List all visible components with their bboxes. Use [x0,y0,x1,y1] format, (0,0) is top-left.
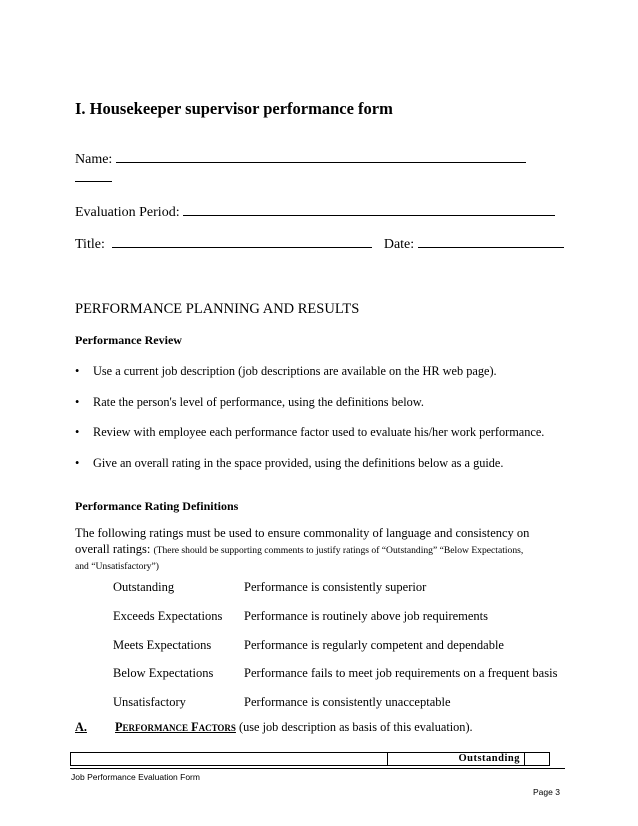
rating-label: Unsatisfactory [113,695,186,709]
title-date-row [75,233,564,253]
name-label: Name: [75,152,113,167]
footer-form-name: Job Performance Evaluation Form [71,772,200,782]
rating-description: Performance is consistently superior [244,580,427,594]
definitions-intro-line-1: The following ratings must be used to ensure commonality of language and consistency on [75,526,530,540]
list-item: • Rate the person's level of performance, using the definitions below. [75,395,424,409]
rating-definitions-heading: Performance Rating Definitions [75,499,239,513]
rating-description: Performance fails to meet job requirements on a frequent basis [244,666,558,680]
name-input-line[interactable] [116,148,526,163]
rating-label: Meets Expectations [113,638,212,652]
planning-heading: PERFORMANCE PLANNING AND RESULTS [75,301,360,317]
bullet-icon: • [75,364,80,378]
name-field-row [75,148,526,168]
footer-page-number: Page 3 [533,787,560,797]
form-title: I. Housekeeper supervisor performance form [75,99,393,118]
list-item: • Give an overall rating in the space provided, using the definitions below as a guide. [75,456,504,470]
list-item: • Use a current job description (job descriptions are available on the HR web page). [75,364,497,378]
evaluation-period-label: Evaluation Period: [75,205,180,220]
table-header-outstanding: Outstanding [387,752,525,766]
rating-description: Performance is consistently unacceptable [244,695,451,709]
title-input-line[interactable] [112,233,372,248]
rating-label: Exceeds Expectations [113,609,223,623]
footer-divider [70,768,565,769]
date-label: Date: [383,237,415,252]
title-label: Title: [75,237,105,252]
rating-description: Performance is routinely above job requirements [244,609,489,623]
bullet-icon: • [75,425,80,439]
name-input-line-continuation[interactable] [75,167,112,182]
rating-label: Outstanding [113,580,175,594]
performance-review-heading: Performance Review [75,333,182,347]
outstanding-checkbox-cell[interactable] [524,752,550,766]
date-input-line[interactable] [418,233,564,248]
rating-description: Performance is regularly competent and dependable [244,638,504,652]
evaluation-period-input-line[interactable] [183,201,555,216]
bullet-icon: • [75,395,80,409]
factor-table-name-cell [70,752,388,766]
evaluation-period-row [75,201,555,221]
bullet-icon: • [75,456,80,470]
rating-label: Below Expectations [113,666,214,680]
definitions-intro-line-3: and “Unsatisfactory”) [75,561,159,572]
definitions-intro-line-2: overall ratings: (There should be supporting comments to justify ratings of “Outstanding” “Below Expectations, [75,542,524,556]
list-item: • Review with employee each performance factor used to evaluate his/her work performance. [75,425,545,439]
performance-factors-heading: A. Performance Factors (use job description as basis of this evaluation). [75,720,473,734]
